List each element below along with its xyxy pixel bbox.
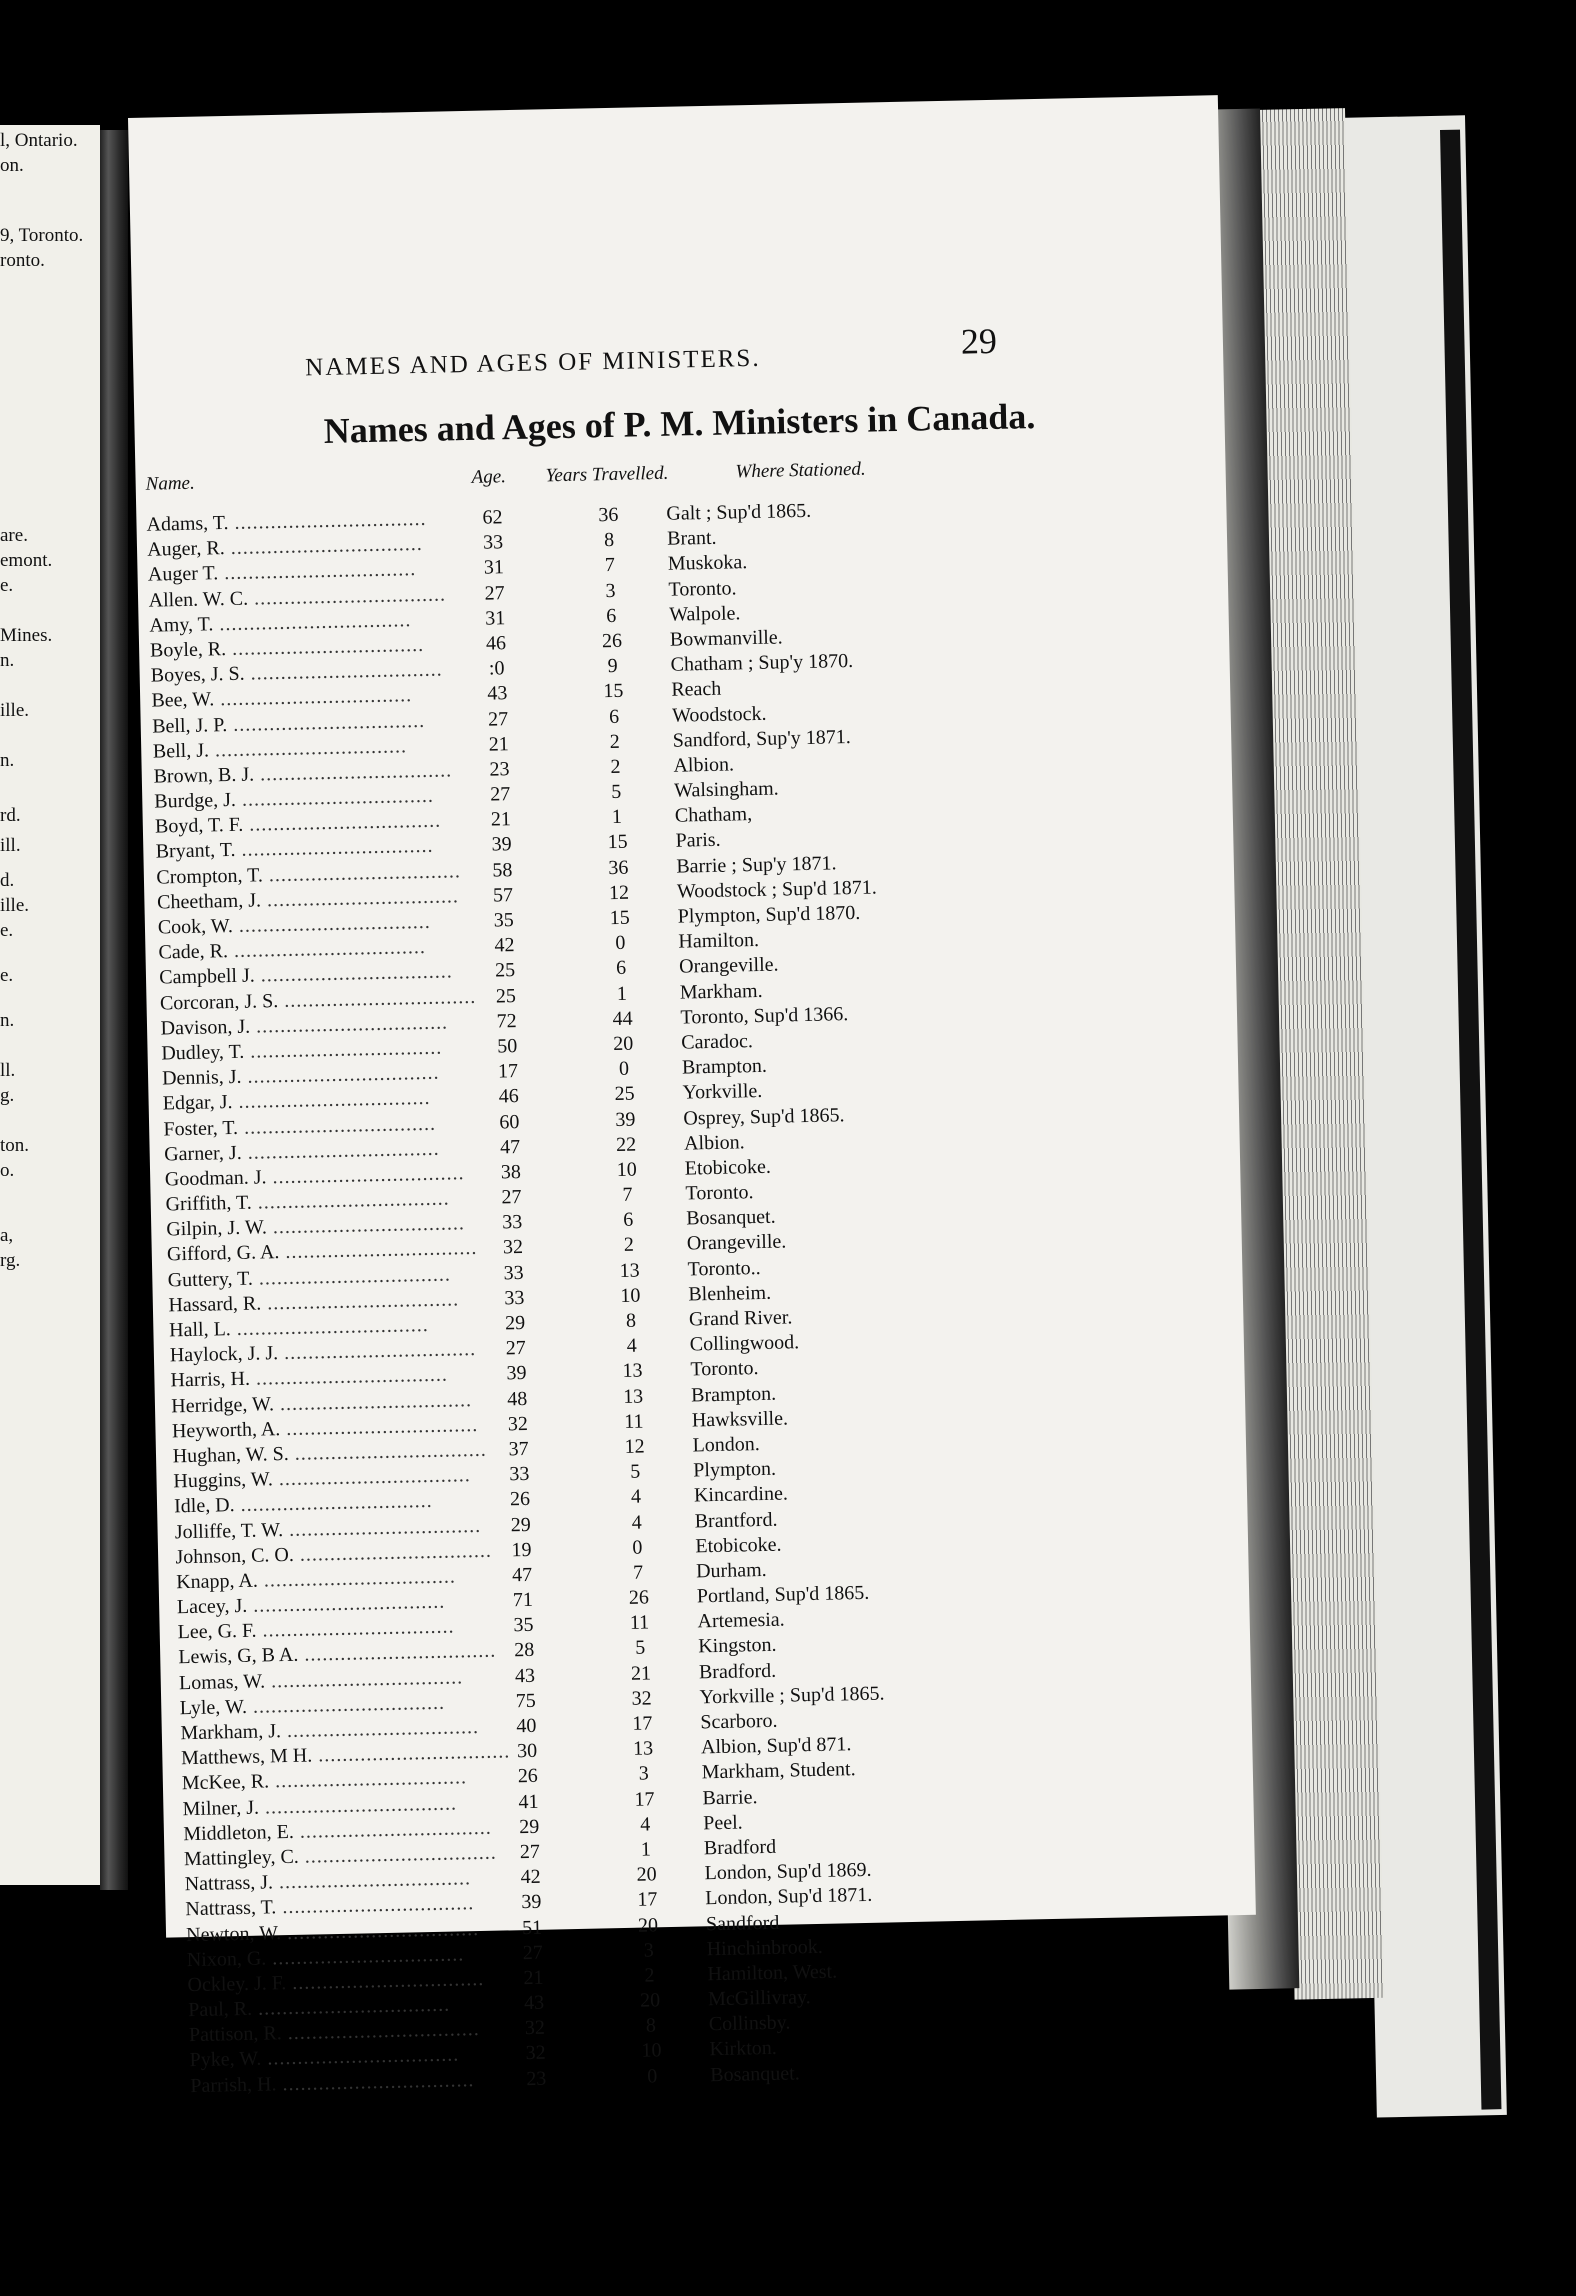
minister-age: 33 [482,531,504,554]
minister-years-travelled: 11 [624,1410,644,1433]
minister-age: 31 [483,556,505,580]
minister-age: 43 [487,682,508,705]
minister-station: Paris. [675,829,721,853]
minister-name: Hall, L. ................................ [168,1313,429,1342]
left-page-text-line: ll. [0,1060,16,1081]
minister-age: 29 [519,1815,540,1838]
minister-age: 23 [489,758,510,781]
minister-station: Brantford. [694,1508,778,1532]
minister-station: Plympton. [693,1457,777,1482]
minister-years-travelled: 44 [612,1007,633,1030]
minister-station: Woodstock. [671,702,767,727]
minister-station: Toronto. [685,1181,754,1205]
minister-station: Markham, Student. [701,1758,856,1784]
minister-name: Boyd, T. F. ................................ [154,809,442,838]
minister-station: McGillivray. [707,1986,811,2011]
minister-years-travelled: 13 [632,1737,654,1760]
left-page-text-line: n. [0,650,15,671]
minister-years-travelled: 17 [634,1787,655,1811]
left-page-text-line: d. [0,870,15,891]
minister-station: Toronto, Sup'd 1366. [680,1002,849,1029]
minister-years-travelled: 2 [623,1234,635,1257]
minister-name: Adams, T. ................................ [146,507,427,536]
minister-years-travelled: 12 [608,881,630,904]
minister-name: Auger, R. ................................ [146,533,423,561]
minister-station: Toronto. [690,1357,759,1381]
minister-name: Lacey, J. ................................ [176,1590,446,1619]
minister-station: Chatham, [674,803,753,827]
minister-name: Crompton, T. ................................ [156,859,462,889]
minister-name: Nattrass, J. ................................ [184,1867,472,1896]
minister-station: Brampton. [690,1382,777,1407]
minister-years-travelled: 15 [607,831,628,854]
minister-station: Collinsby. [708,2011,791,2036]
minister-age: 28 [514,1639,535,1662]
minister-station: Orangeville. [678,953,779,979]
minister-age: 43 [523,1991,545,2015]
minister-name: Dudley, T. ................................ [161,1036,443,1065]
minister-age: 39 [491,833,512,856]
minister-station: Sandford [705,1911,780,1935]
minister-station: London. [692,1432,761,1457]
minister-name: Haylock, J. J. ................................ [169,1338,477,1367]
minister-name: Gilpin, J. W. ................................ [166,1212,466,1241]
minister-station: Grand River. [688,1306,793,1331]
minister-age: 27 [522,1941,543,1964]
minister-station: Walsingham. [673,777,779,802]
page-title: Names and Ages of P. M. Ministers in Canada. [323,396,1036,451]
minister-station: Sandford, Sup'y 1871. [672,725,852,752]
minister-name: Heyworth, A. ................................ [171,1413,479,1443]
minister-name: Ockley. J. F. ................................ [187,1967,485,1997]
minister-name: Johnson, C. O. ................................ [175,1539,493,1569]
left-page-text-line: n. [0,1010,15,1031]
minister-station: Toronto.. [687,1256,761,1281]
minister-age: 26 [517,1765,539,1788]
minister-name: Harris, H. ................................ [170,1363,449,1392]
minister-name: Idle, D. ................................ [173,1490,433,1518]
left-page-text-line: ille. [0,895,30,916]
minister-years-travelled: 4 [630,1485,642,1509]
minister-years-travelled: 9 [607,654,618,678]
minister-age: 35 [493,909,514,932]
minister-name: Burdge, J. ................................ [154,784,435,813]
minister-years-travelled: 12 [624,1435,645,1458]
minister-name: Campbell J. ................................ [159,960,453,989]
minister-age: 27 [484,581,505,605]
minister-age: 33 [503,1261,524,1285]
minister-age: 41 [518,1790,539,1813]
minister-years-travelled: 32 [631,1687,652,1710]
minister-station: Kincardine. [693,1482,789,1507]
left-page-text-line: l, Ontario. [0,130,78,151]
minister-station: Collingwood. [689,1331,800,1356]
left-page-text-line: 9, Toronto. [0,225,84,246]
minister-years-travelled: 1 [616,982,628,1005]
minister-station: Kingston. [698,1634,777,1658]
minister-age: 50 [497,1034,518,1058]
minister-age: 32 [507,1412,529,1436]
minister-name: Newton, W. ................................ [185,1917,480,1946]
column-header-age: Age. [471,466,507,488]
minister-name: Boyle, R. ................................ [149,633,425,662]
minister-years-travelled: 0 [615,931,626,955]
minister-age: 51 [521,1916,543,1939]
minister-age: 47 [511,1563,533,1587]
minister-age: 33 [502,1211,523,1234]
minister-age: 62 [482,506,503,529]
minister-years-travelled: 5 [630,1460,641,1483]
minister-station: Brant. [666,526,717,550]
minister-years-travelled: 5 [635,1636,646,1660]
minister-age: 30 [516,1739,538,1763]
minister-name: Nixon, G. ................................ [186,1943,465,1971]
minister-age: 27 [505,1337,527,1360]
minister-age: 32 [524,2016,546,2040]
minister-name: Garner, J. ................................ [163,1137,440,1166]
minister-years-travelled: 6 [606,604,617,627]
minister-age: 39 [506,1362,527,1385]
minister-station: Bosanquet. [685,1205,776,1230]
left-page-text-line: emont. [0,550,53,571]
column-header-years: Years Travelled. [545,462,669,487]
minister-name: Huggins, W. ................................ [173,1464,472,1493]
ministers-table [136,491,1259,2100]
minister-name: Cook, W. ................................ [157,910,432,939]
running-header: NAMES AND AGES OF MINISTERS. [304,344,761,382]
minister-age: 27 [487,707,509,731]
minister-years-travelled: 2 [609,730,621,753]
minister-station: Walpole. [669,602,741,626]
minister-age: 72 [496,1009,517,1033]
minister-age: 17 [497,1060,519,1083]
minister-name: Cheetham, J. ................................ [156,885,460,914]
minister-station: Brampton. [681,1054,768,1079]
minister-station: Portland, Sup'd 1865. [696,1581,870,1608]
minister-age: 19 [511,1538,532,1561]
minister-name: Nattrass, T. ................................ [185,1892,475,1921]
minister-name: Hassard, R. ................................ [168,1288,460,1317]
minister-age: 21 [490,808,512,831]
minister-years-travelled: 11 [629,1611,650,1635]
minister-age: 57 [492,883,514,907]
left-page-text-line: rg. [0,1250,21,1271]
minister-years-travelled: 25 [614,1082,635,1106]
minister-age: 37 [508,1437,529,1461]
minister-age: 33 [509,1463,530,1486]
minister-years-travelled: 15 [609,906,630,930]
left-page-text-line: rd. [0,805,21,826]
left-page-text-line: g. [0,1085,15,1106]
minister-station: Peel. [702,1811,743,1835]
minister-years-travelled: 8 [603,529,615,552]
minister-years-travelled: 3 [643,1939,654,1962]
minister-station: Yorkville. [682,1080,763,1104]
minister-years-travelled: 21 [630,1662,652,1685]
minister-years-travelled: 5 [610,780,622,804]
minister-age: 38 [500,1160,522,1184]
left-page-text-line: e. [0,965,14,986]
minister-name: Knapp, A. ................................ [175,1565,457,1594]
minister-years-travelled: 13 [622,1385,644,1408]
minister-station: Bowmanville. [669,626,783,651]
minister-name: Bell, J. P. ................................ [151,709,426,738]
left-page-text-line: on. [0,155,24,176]
minister-age: :0 [488,657,505,680]
minister-name: Markham, J. ................................ [180,1716,480,1745]
minister-station: Hamilton, West. [707,1960,838,1986]
minister-years-travelled: 8 [645,2014,657,2037]
minister-years-travelled: 2 [610,755,621,778]
minister-age: 42 [520,1865,541,1889]
minister-years-travelled: 2 [644,1964,655,1987]
minister-age: 21 [488,732,510,756]
minister-station: Hamilton. [678,929,760,953]
minister-age: 35 [513,1614,534,1637]
minister-station: Caradoc. [681,1030,754,1054]
minister-station: Markham. [679,979,763,1004]
minister-years-travelled: 26 [601,629,623,653]
minister-station: Muskoka. [667,551,748,576]
page-number: 29 [960,320,998,362]
minister-years-travelled: 36 [598,503,619,527]
minister-years-travelled: 1 [640,1838,652,1861]
minister-years-travelled: 26 [628,1586,650,1609]
minister-name: Allen. W. C. ................................ [148,583,447,612]
minister-station: Barrie ; Sup'y 1871. [676,851,837,878]
minister-age: 27 [489,783,511,806]
left-page-text-line: Mines. [0,625,53,646]
minister-age: 27 [519,1840,541,1864]
minister-years-travelled: 7 [604,554,616,577]
minister-station: Orangeville. [686,1230,787,1255]
minister-years-travelled: 6 [622,1208,634,1232]
left-page-text-line: ill. [0,835,21,856]
minister-years-travelled: 20 [637,1913,659,1937]
minister-years-travelled: 20 [613,1032,634,1055]
column-header-name: Name. [145,472,195,495]
minister-name: Lewis, G, B A. ................................ [178,1640,497,1669]
minister-age: 21 [523,1966,544,1989]
minister-years-travelled: 10 [641,2039,662,2063]
minister-years-travelled: 36 [608,856,629,879]
minister-age: 33 [504,1286,525,1310]
left-page-text-line: are. [0,525,28,546]
minister-years-travelled: 4 [626,1334,637,1358]
minister-name: Boyes, J. S. ................................ [150,658,443,687]
minister-age: 40 [516,1714,537,1738]
minister-station: Etobicoke. [695,1533,782,1558]
minister-years-travelled: 7 [622,1183,633,1206]
minister-years-travelled: 17 [637,1888,658,1912]
minister-age: 29 [510,1513,531,1536]
minister-station: Osprey, Sup'd 1865. [683,1103,845,1130]
minister-name: Middleton, E. ................................ [183,1816,493,1845]
minister-name: Hughan, W. S. ................................ [172,1438,487,1468]
minister-age: 25 [494,959,516,982]
minister-years-travelled: 0 [632,1536,643,1559]
minister-name: Mattingley, C. ................................ [183,1841,497,1871]
minister-name: Goodman. J. ................................ [164,1162,465,1191]
left-page-text-line: a, [0,1225,14,1246]
minister-name: Dennis, J. ................................ [161,1061,440,1090]
left-page-text-line: ille. [0,700,30,721]
minister-name: Pattison, R. ................................ [188,2018,480,2047]
minister-years-travelled: 1 [611,806,623,829]
minister-age: 46 [498,1085,519,1108]
minister-station: Woodstock ; Sup'd 1871. [676,876,877,903]
minister-name: Cade, R. ................................ [158,936,427,964]
minister-station: Reach [671,678,722,702]
minister-station: Yorkville ; Sup'd 1865. [699,1682,885,1709]
minister-station: Etobicoke. [684,1155,772,1180]
minister-years-travelled: 6 [608,705,620,728]
minister-station: Hinchinbrook. [706,1935,824,1960]
minister-name: Brown, B. J. ................................ [153,759,453,788]
minister-years-travelled: 7 [632,1561,644,1584]
minister-name: Paul, R. ................................ [188,1993,451,2022]
minister-years-travelled: 4 [631,1511,642,1534]
minister-name: Milner, J. ................................ [182,1792,458,1820]
minister-name: Guttery, T. ................................ [167,1263,452,1292]
minister-station: Bradford. [698,1659,777,1684]
minister-station: Hawksville. [691,1407,789,1432]
left-page-text-line: e. [0,575,14,596]
minister-station: Plympton, Sup'd 1870. [677,901,861,928]
minister-age: 32 [525,2042,546,2065]
minister-name: Pyke, W. ................................ [189,2043,460,2072]
minister-years-travelled: 22 [615,1133,637,1156]
minister-name: Foster, T. ................................ [163,1112,437,1140]
minister-name: Amy, T. ................................ [149,608,412,637]
minister-name: Lomas, W. ................................ [178,1665,464,1694]
minister-years-travelled: 4 [639,1813,651,1836]
left-page-text-line: ton. [0,1135,30,1156]
minister-name: Griffith, T. ................................ [165,1187,450,1216]
minister-years-travelled: 10 [620,1284,641,1307]
minister-name: Bell, J. ................................ [152,734,408,763]
minister-age: 71 [512,1588,534,1612]
minister-age: 23 [526,2067,547,2090]
minister-name: Edgar, J. ................................ [162,1087,431,1115]
minister-station: Artemesia. [697,1608,785,1633]
minister-station: Albion. [683,1131,745,1155]
minister-years-travelled: 3 [605,579,616,602]
minister-years-travelled: 10 [616,1158,638,1181]
minister-years-travelled: 17 [632,1712,653,1735]
left-page-text-line: n. [0,750,15,771]
minister-name: Gifford, G. A. ................................ [166,1237,478,1266]
minister-name: Auger T. ................................ [147,558,417,587]
minister-station: Albion, Sup'd 871. [700,1733,852,1759]
minister-years-travelled: 3 [638,1762,650,1786]
minister-name: Herridge, W. ................................ [171,1388,473,1417]
minister-age: 29 [504,1311,526,1335]
minister-years-travelled: 0 [618,1057,630,1081]
minister-age: 26 [509,1488,531,1511]
left-page-text-line: e. [0,920,14,941]
minister-years-travelled: 39 [615,1108,636,1131]
minister-name: Lee, G. F. ................................ [177,1615,455,1644]
minister-age: 48 [506,1387,528,1410]
minister-years-travelled: 13 [619,1259,640,1282]
minister-name: Corcoran, J. S. ................................ [159,985,477,1015]
minister-years-travelled: 20 [636,1863,657,1886]
left-page-text-line: ronto. [0,250,45,271]
minister-age: 75 [515,1689,536,1713]
minister-name: Bryant, T. ................................ [155,835,434,864]
minister-station: Durham. [695,1558,767,1583]
minister-name: Matthews, M H. ................................ [180,1740,511,1770]
minister-years-travelled: 15 [603,680,624,703]
minister-age: 43 [514,1664,536,1687]
minister-name: McKee, R. ................................ [181,1766,468,1795]
column-header-station: Where Stationed. [735,458,866,483]
minister-station: London, Sup'd 1871. [705,1884,873,1910]
minister-station: Blenheim. [688,1281,772,1306]
minister-age: 47 [499,1135,521,1159]
left-page-text-line: o. [0,1160,15,1181]
minister-age: 39 [521,1891,542,1914]
minister-years-travelled: 20 [639,1989,661,2012]
book-spine [100,130,128,1890]
minister-age: 31 [485,606,506,630]
minister-station: Scarboro. [700,1709,778,1734]
minister-station: Bradford [703,1835,777,1860]
document-page [128,95,1256,2097]
minister-years-travelled: 6 [615,957,627,980]
minister-years-travelled: 13 [622,1359,643,1383]
minister-station: Barrie. [702,1785,758,1809]
minister-years-travelled: 8 [625,1309,637,1332]
minister-years-travelled: 0 [647,2064,658,2088]
minister-age: 46 [485,632,507,655]
minister-station: London, Sup'd 1869. [704,1858,872,1885]
minister-age: 60 [499,1110,520,1133]
left-page-fragment [0,125,100,1885]
minister-station: Chatham ; Sup'y 1870. [670,650,854,676]
minister-name: Parrish, H. ................................ [190,2068,475,2097]
minister-name: Lyle, W. ................................ [179,1691,446,1720]
minister-name: Jolliffe, T. W. ................................ [174,1514,482,1543]
minister-station: Kirkton. [709,2037,777,2061]
minister-station: Toronto. [668,576,737,601]
minister-name: Davison, J. ................................ [160,1011,449,1040]
minister-station: Galt ; Sup'd 1865. [666,499,812,525]
minister-age: 42 [494,934,515,957]
minister-age: 58 [492,858,513,882]
minister-age: 32 [502,1236,524,1259]
minister-station: Albion. [673,753,735,777]
minister-age: 27 [501,1186,522,1209]
minister-age: 25 [495,984,517,1008]
minister-name: Bee, W. ................................ [151,684,413,712]
minister-station: Bosanquet. [710,2061,800,2086]
